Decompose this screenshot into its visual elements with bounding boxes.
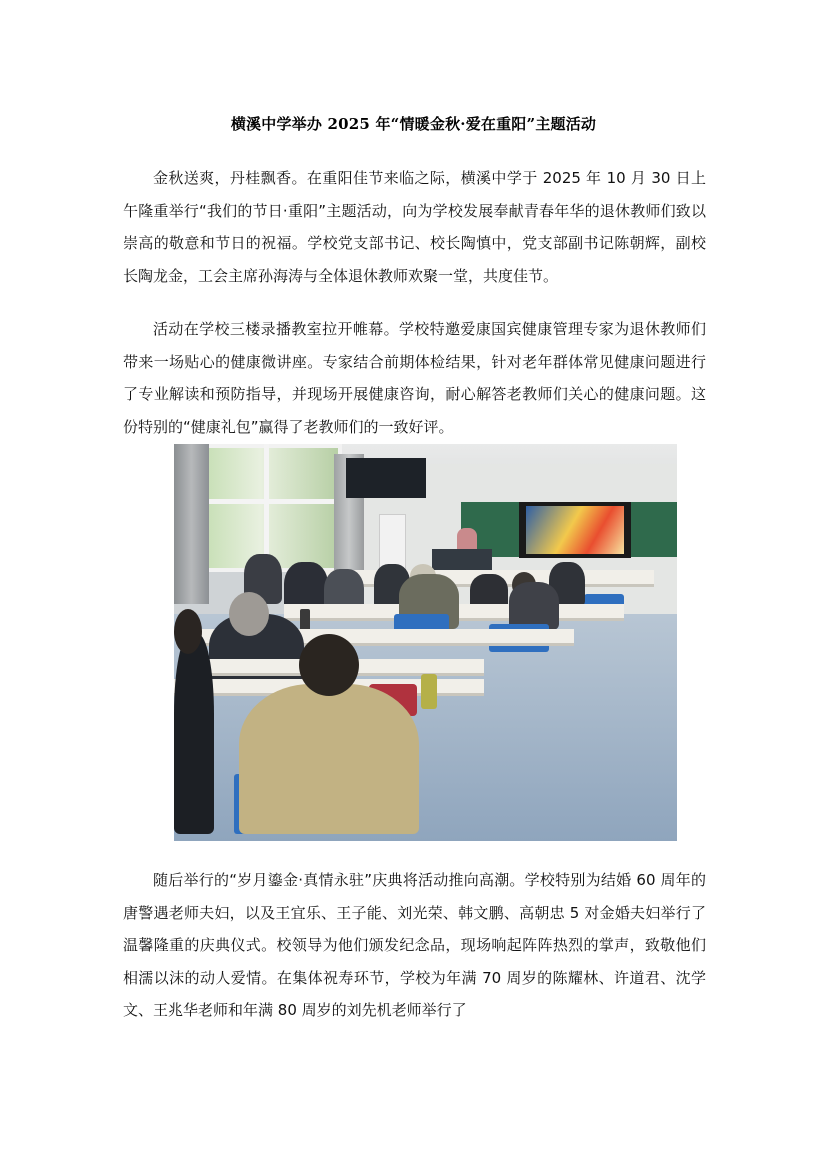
photo-curtain [174,444,209,604]
photo-attendee [174,634,214,834]
photo-window-frame [204,499,339,504]
paragraph-1: 金秋送爽，丹桂飘香。在重阳佳节来临之际，横溪中学于 2025 年 10 月 30 日上午隆重举行“我们的节日·重阳”主题活动，向为学校发展奉献青春年华的退休教师们致以崇高的敬意和节日的祝福。学校党支部书记、校长陶慎中，党支部副书记陈朝辉，副校长陶龙金，工会主席孙海涛与全体退休教师欢聚一堂，共度佳节。 [123,169,706,285]
photo-tea-cup [421,674,437,709]
photo-window-frame [264,444,269,569]
photo-attendee-head [174,609,202,654]
photo-slide [526,506,624,554]
photo-air-conditioner [379,514,406,571]
photo-blackboard-right [629,502,677,557]
photo-attendee-head [229,592,269,636]
paragraph-2: 活动在学校三楼录播教室拉开帷幕。学校特邀爱康国宾健康管理专家为退休教师们带来一场贴心的健康微讲座。专家结合前期体检结果，针对老年群体常见健康问题进行了专业解读和预防指导，并现场开展健康咨询，耐心解答老教师们关心的健康问题。这份特别的“健康礼包”赢得了老教师们的一致好评。 [123,320,706,436]
photo-attendee-foreground [239,684,419,834]
paragraph-3: 随后举行的“岁月鎏金·真情永驻”庆典将活动推向高潮。学校特别为结婚 60 周年的唐警遇老师夫妇，以及王宜乐、王子能、刘光荣、韩文鹏、高朝忠 5 对金婚夫妇举行了温馨隆重的庆典仪式。校领导为他们颁发纪念品，现场响起阵阵热烈的掌声，致敬他们相濡以沫的动人爱情。在集体祝寿环节，学校为年满 70 周岁的陈耀林、许道君、沈学文、王兆华老师和年满 80 周岁的刘先机老师举行了 [123,871,706,1019]
document-title: 横溪中学举办 2025 年“情暖金秋·爱在重阳”主题活动 [230,115,597,133]
event-photo [174,444,677,841]
photo-attendee-head [299,634,359,696]
photo-window [204,444,342,572]
photo-tv [346,458,426,498]
photo-attendee [509,582,559,630]
